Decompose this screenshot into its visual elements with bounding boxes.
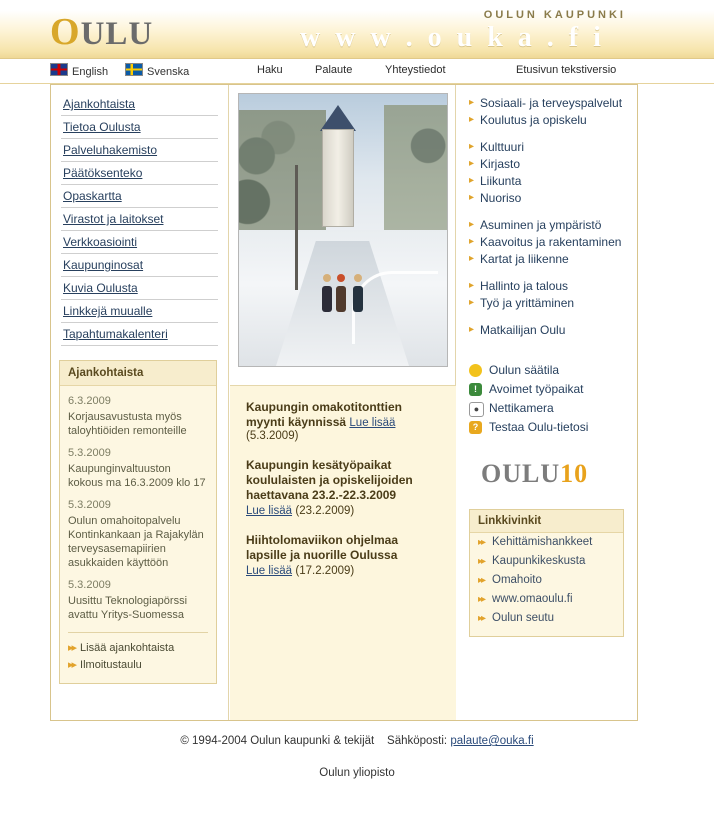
photo-person <box>322 286 332 312</box>
oulu10-logo[interactable] <box>481 459 628 489</box>
menu-link-kuvia-oulusta[interactable]: Kuvia Oulusta <box>63 281 138 295</box>
hero-photo <box>238 93 448 367</box>
story-readmore-link[interactable]: Lue lisää <box>246 565 293 577</box>
news-panel <box>59 360 217 684</box>
triangle-bullet-icon: ▸ <box>469 324 475 335</box>
service-weather[interactable] <box>469 361 628 380</box>
menu-link-kaupunginosat[interactable]: Kaupunginosat <box>63 258 144 272</box>
linkbox-panel <box>469 509 624 637</box>
story-title[interactable]: Hiihtolomaviikon ohjelmaa lapsille ja nuorille Oulussa <box>246 533 399 562</box>
story-date: (5.3.2009) <box>246 430 299 442</box>
menu-link-palveluhakemisto[interactable]: Palveluhakemisto <box>63 143 158 157</box>
rightnav-item-tyo[interactable] <box>469 295 628 311</box>
featured-stories <box>230 385 456 720</box>
triangle-bullet-icon: ▸ <box>469 219 475 230</box>
photo-person-head <box>323 274 331 282</box>
menu-link-ajankohtaista[interactable]: Ajankohtaista <box>63 97 136 111</box>
triangle-bullet-icon: ▸ <box>469 297 475 308</box>
service-label: Nettikamera <box>489 401 554 415</box>
menu-item <box>61 93 218 116</box>
service-label: Testaa Oulu-tietosi <box>489 420 589 434</box>
photo-person-head <box>354 274 362 282</box>
news-more-link[interactable] <box>60 639 216 656</box>
news-item-text: Korjausavustusta myös taloyhtiöiden remonteille <box>68 411 187 437</box>
service-label: Avoimet työpaikat <box>489 382 584 396</box>
nav-english-label: English <box>72 66 109 78</box>
footer-copyright: © 1994-2004 Oulun kaupunki & tekijät <box>180 735 375 747</box>
nav-gap <box>469 207 628 217</box>
footer-university: Oulun yliopisto <box>319 767 395 779</box>
linkbox-item[interactable] <box>470 590 623 609</box>
content-frame <box>50 84 638 721</box>
menu-link-virastot-ja-laitokset[interactable]: Virastot ja laitokset <box>63 212 164 226</box>
news-item-date: 5.3.2009 <box>68 499 111 511</box>
triangle-bullet-icon: ▸ <box>469 175 475 186</box>
rightnav-label[interactable]: Liikunta <box>480 174 522 188</box>
story-readmore-link[interactable]: Lue lisää <box>246 505 293 517</box>
menu-link-verkkoasiointi[interactable]: Verkkoasiointi <box>63 235 138 249</box>
center-column <box>230 85 456 720</box>
nav-palaute[interactable]: Palaute <box>315 64 353 76</box>
double-arrow-icon: ▸▸ <box>68 642 76 654</box>
sweden-flag-icon <box>125 63 143 76</box>
watermark-url: w w w . o u k a . f i <box>300 22 605 53</box>
triangle-bullet-icon: ▸ <box>469 141 475 152</box>
rightnav-item-kulttuuri[interactable] <box>469 139 628 155</box>
menu-item <box>61 300 218 323</box>
rightnav-item-hallinto[interactable] <box>469 278 628 294</box>
nav-gap <box>469 339 628 361</box>
nav-gap <box>469 312 628 322</box>
menu-item <box>61 323 218 346</box>
linkbox-title: Linkkivinkit <box>470 510 623 533</box>
rightnav-label[interactable]: Kirjasto <box>480 157 521 171</box>
news-item-date: 5.3.2009 <box>68 447 111 459</box>
linkbox-item[interactable] <box>470 609 623 628</box>
nav-haku[interactable]: Haku <box>257 64 283 76</box>
news-panel-title: Ajankohtaista <box>60 361 216 386</box>
menu-link-paatoksenteko[interactable]: Päätöksenteko <box>63 166 143 180</box>
linkbox-label: Kehittämishankkeet <box>492 536 593 548</box>
nav-svenska-label: Svenska <box>147 66 190 78</box>
linkbox-item[interactable] <box>470 533 623 552</box>
double-arrow-icon: ▸▸ <box>478 613 485 624</box>
news-board-label: Ilmoitustaulu <box>80 659 142 671</box>
rightnav-label[interactable]: Koulutus ja opiskelu <box>480 113 587 127</box>
photo-person-head <box>337 274 345 282</box>
story-title[interactable]: Kaupungin kesätyöpaikat koululaisten ja opiskelijoiden haettavana 23.2.-22.3.2009 <box>246 458 413 502</box>
sun-icon <box>469 364 482 377</box>
menu-item <box>61 254 218 277</box>
news-more-label: Lisää ajankohtaista <box>80 642 175 654</box>
double-arrow-icon: ▸▸ <box>478 594 485 605</box>
rightnav-label[interactable]: Nuoriso <box>480 191 522 205</box>
site-logo[interactable] <box>50 10 153 54</box>
rightnav-item-kaavoitus[interactable] <box>469 234 628 250</box>
logo-initial: O <box>50 11 81 53</box>
rightnav-label[interactable]: Työ ja yrittäminen <box>480 296 575 310</box>
story-title[interactable]: Kaupungin omakotitonttien myynti käynnissä <box>246 400 402 429</box>
story-date: (17.2.2009) <box>295 565 355 577</box>
story-item <box>246 400 440 442</box>
oulu10-word: OULU <box>481 459 561 488</box>
double-arrow-icon: ▸▸ <box>478 556 485 567</box>
story-date: (23.2.2009) <box>295 505 355 517</box>
news-item-date: 5.3.2009 <box>68 579 111 591</box>
linkbox-label: Oulun seutu <box>492 612 555 624</box>
double-arrow-icon: ▸▸ <box>478 537 485 548</box>
news-item-date: 6.3.2009 <box>68 395 111 407</box>
kaupunki-label: OULUN KAUPUNKI <box>483 9 626 21</box>
news-item-text: Oulun omahoitopalvelu Kontinkankaan ja Rajakylän terveysasemapiirien asukkaiden käyttöön <box>68 515 204 569</box>
rightnav-label[interactable]: Kartat ja liikenne <box>480 252 569 266</box>
story-item <box>246 458 440 517</box>
photo-person <box>353 286 363 312</box>
jobs-icon: ! <box>469 383 482 396</box>
left-column <box>51 85 229 720</box>
rightnav-item-matkailijan-oulu[interactable] <box>469 322 628 338</box>
service-webcam[interactable] <box>469 399 628 418</box>
menu-item <box>61 277 218 300</box>
story-readmore-link[interactable]: Lue lisää <box>349 417 396 429</box>
triangle-bullet-icon: ▸ <box>469 253 475 264</box>
service-jobs[interactable] <box>469 380 628 399</box>
news-board-link[interactable] <box>60 656 216 673</box>
linkbox-label: Omahoito <box>492 574 542 586</box>
rightnav-label[interactable]: Kaavoitus ja rakentaminen <box>480 235 622 249</box>
menu-item <box>61 208 218 231</box>
news-item-text: Kaupunginvaltuuston kokous ma 16.3.2009 klo 17 <box>68 463 206 489</box>
service-label: Oulun säätila <box>489 363 560 377</box>
nav-language-english[interactable] <box>50 63 108 78</box>
uk-flag-icon <box>50 63 68 76</box>
linkbox-item[interactable] <box>470 552 623 571</box>
double-arrow-icon: ▸▸ <box>478 575 485 586</box>
rightnav-item-nuoriso[interactable] <box>469 190 628 206</box>
rightnav-label[interactable]: Hallinto ja talous <box>480 279 569 293</box>
site-header <box>0 0 714 59</box>
quiz-icon: ? <box>469 421 482 434</box>
camera-icon: ● <box>469 402 484 417</box>
top-navbar <box>0 59 714 84</box>
menu-item <box>61 162 218 185</box>
photo-trees-right <box>384 105 446 241</box>
menu-link-tapahtumakalenteri[interactable]: Tapahtumakalenteri <box>63 327 168 341</box>
service-quiz[interactable] <box>469 418 628 437</box>
photo-lamppost <box>295 165 298 290</box>
linkbox-label: www.omaoulu.fi <box>492 593 573 605</box>
news-item[interactable] <box>60 490 216 570</box>
rightnav-label[interactable]: Matkailijan Oulu <box>480 323 566 337</box>
site-footer <box>0 735 714 779</box>
rightnav-item-sosiaali[interactable] <box>469 95 628 111</box>
tower-body <box>322 129 354 227</box>
photo-person <box>336 286 346 312</box>
footer-line-1 <box>0 735 714 747</box>
rightnav-item-koulutus[interactable] <box>469 112 628 128</box>
menu-link-linkkeja-muualle[interactable]: Linkkejä muualle <box>63 304 153 318</box>
menu-item <box>61 231 218 254</box>
rightnav-item-asuminen[interactable] <box>469 217 628 233</box>
triangle-bullet-icon: ▸ <box>469 158 475 169</box>
triangle-bullet-icon: ▸ <box>469 280 475 291</box>
tower-roof <box>320 105 356 131</box>
news-item[interactable] <box>60 570 216 622</box>
oulu10-number: 10 <box>560 459 589 488</box>
rightnav-label[interactable]: Sosiaali- ja terveyspalvelut <box>480 96 623 110</box>
rightnav-item-liikunta[interactable] <box>469 173 628 189</box>
rightnav-item-kartat[interactable] <box>469 251 628 267</box>
triangle-bullet-icon: ▸ <box>469 97 475 108</box>
nav-tekstiversio[interactable]: Etusivun tekstiversio <box>516 64 617 76</box>
linkbox-label: Kaupunkikeskusta <box>492 555 586 567</box>
news-item[interactable] <box>60 438 216 490</box>
main-menu <box>51 93 228 346</box>
menu-link-tietoa-oulusta[interactable]: Tietoa Oulusta <box>63 120 141 134</box>
logo-text: ULU <box>80 16 154 52</box>
nav-language-svenska[interactable] <box>125 63 189 78</box>
right-column <box>457 85 638 720</box>
news-item-text: Uusittu Teknologiapörssi avattu Yritys-Suomessa <box>68 595 188 621</box>
rightnav-label[interactable]: Asuminen ja ympäristö <box>480 218 602 232</box>
footer-email-link[interactable]: palaute@ouka.fi <box>450 735 534 747</box>
triangle-bullet-icon: ▸ <box>469 236 475 247</box>
linkbox-item[interactable] <box>470 571 623 590</box>
triangle-bullet-icon: ▸ <box>469 192 475 203</box>
menu-item <box>61 116 218 139</box>
menu-link-opaskartta[interactable]: Opaskartta <box>63 189 122 203</box>
nav-gap <box>469 268 628 278</box>
triangle-bullet-icon: ▸ <box>469 114 475 125</box>
double-arrow-icon: ▸▸ <box>68 659 76 671</box>
footer-email-label: Sähköposti: <box>387 735 448 747</box>
photo-bridge-rail <box>352 271 438 345</box>
menu-item <box>61 139 218 162</box>
news-divider <box>68 632 208 633</box>
rightnav-label[interactable]: Kulttuuri <box>480 140 525 154</box>
menu-item <box>61 185 218 208</box>
story-item <box>246 533 440 577</box>
photo-tower <box>318 105 358 225</box>
nav-gap <box>469 129 628 139</box>
rightnav-item-kirjasto[interactable] <box>469 156 628 172</box>
nav-yhteystiedot[interactable]: Yhteystiedot <box>385 64 446 76</box>
footer-line-2 <box>0 767 714 779</box>
news-item[interactable] <box>60 386 216 438</box>
